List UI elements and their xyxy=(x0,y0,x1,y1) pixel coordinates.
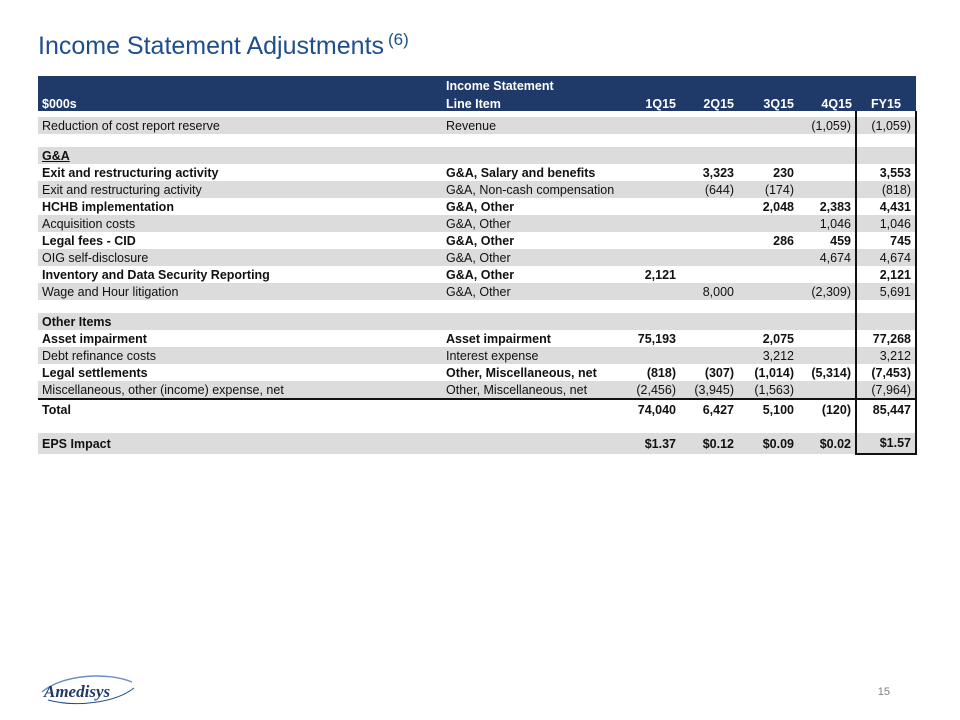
cell-3q15 xyxy=(738,117,798,134)
col-header: 4Q15 xyxy=(798,93,856,111)
row-label: Miscellaneous, other (income) expense, net xyxy=(38,381,442,399)
total-label: Total xyxy=(38,399,442,420)
section-label: G&A xyxy=(38,147,442,164)
cell-fy15: 4,674 xyxy=(856,249,916,266)
cell-2q15 xyxy=(680,266,738,283)
cell-3q15: 286 xyxy=(773,233,794,248)
section-header-row xyxy=(38,147,916,164)
table-row xyxy=(38,232,916,249)
total-fy15: 85,447 xyxy=(856,399,916,420)
cell-1q15 xyxy=(620,164,680,181)
cell-1q15: 75,193 xyxy=(637,331,676,346)
cell-4q15: (1,059) xyxy=(798,117,856,134)
cell-3q15 xyxy=(738,215,798,232)
cell-3q15: (174) xyxy=(738,181,798,198)
cell-1q15 xyxy=(620,198,680,215)
cell-1q15 xyxy=(620,181,680,198)
row-line-item: Interest expense xyxy=(442,347,620,364)
row-line-item: G&A, Salary and benefits xyxy=(446,165,596,180)
cell-2q15: 3,323 xyxy=(702,165,734,180)
cell-4q15: 2,383 xyxy=(819,199,851,214)
section-label: Other Items xyxy=(38,313,442,330)
row-line-item: G&A, Other xyxy=(446,267,515,282)
cell-2q15: 8,000 xyxy=(680,283,738,300)
adjustments-table xyxy=(38,76,917,455)
page-title xyxy=(38,30,409,61)
cell-3q15: (1,563) xyxy=(738,381,798,399)
title-footnote: (6) xyxy=(388,30,409,49)
cell-1q15: 2,121 xyxy=(644,267,676,282)
row-label: Exit and restructuring activity xyxy=(42,165,219,180)
cell-3q15 xyxy=(738,266,798,283)
cell-1q15 xyxy=(620,215,680,232)
table-row xyxy=(38,117,916,134)
cell-4q15 xyxy=(798,347,856,364)
total-4q15: (120) xyxy=(798,399,856,420)
row-line-item: G&A, Other xyxy=(446,233,515,248)
cell-4q15 xyxy=(798,181,856,198)
row-label: Asset impairment xyxy=(42,331,147,346)
row-label: HCHB implementation xyxy=(42,199,174,214)
cell-1q15 xyxy=(620,232,680,249)
cell-2q15 xyxy=(680,330,738,347)
table-row xyxy=(38,198,916,215)
cell-1q15 xyxy=(620,249,680,266)
table-row xyxy=(38,330,916,347)
table-row xyxy=(38,364,916,381)
row-line-item: Other, Miscellaneous, net xyxy=(442,381,620,399)
cell-1q15: (2,456) xyxy=(620,381,680,399)
row-label: Legal settlements xyxy=(42,365,148,380)
table-row xyxy=(38,181,916,198)
cell-4q15: 4,674 xyxy=(798,249,856,266)
cell-3q15: 2,048 xyxy=(762,199,794,214)
cell-4q15 xyxy=(798,266,856,283)
row-label: Wage and Hour litigation xyxy=(38,283,442,300)
eps-2q15: $0.12 xyxy=(680,433,738,454)
cell-1q15 xyxy=(620,117,680,134)
header-unit: $000s xyxy=(38,93,442,111)
cell-2q15 xyxy=(680,215,738,232)
cell-fy15: 3,212 xyxy=(856,347,916,364)
cell-3q15: 230 xyxy=(773,165,794,180)
col-header: 1Q15 xyxy=(620,93,680,111)
cell-fy15: 3,553 xyxy=(856,164,916,181)
cell-fy15: 4,431 xyxy=(856,198,916,215)
cell-2q15: (307) xyxy=(704,365,734,380)
row-line-item: G&A, Other xyxy=(442,283,620,300)
row-line-item: G&A, Other xyxy=(442,249,620,266)
row-label: OIG self-disclosure xyxy=(38,249,442,266)
cell-fy15: (7,964) xyxy=(856,381,916,399)
row-line-item: G&A, Non-cash compensation xyxy=(442,181,620,198)
cell-fy15: 1,046 xyxy=(856,215,916,232)
cell-fy15: (1,059) xyxy=(856,117,916,134)
cell-2q15: (3,945) xyxy=(680,381,738,399)
cell-4q15: 1,046 xyxy=(798,215,856,232)
cell-1q15: (818) xyxy=(646,365,676,380)
cell-2q15 xyxy=(680,232,738,249)
cell-fy15: (7,453) xyxy=(856,364,916,381)
eps-3q15: $0.09 xyxy=(738,433,798,454)
logo-wordmark: Amedisys xyxy=(44,682,111,701)
total-1q15: 74,040 xyxy=(620,399,680,420)
row-line-item: Asset impairment xyxy=(446,331,551,346)
table-row xyxy=(38,347,916,364)
cell-1q15 xyxy=(620,283,680,300)
eps-4q15: $0.02 xyxy=(798,433,856,454)
cell-4q15: (5,314) xyxy=(811,365,851,380)
cell-1q15 xyxy=(620,347,680,364)
table-row xyxy=(38,283,916,300)
cell-3q15: (1,014) xyxy=(754,365,794,380)
row-label: Legal fees - CID xyxy=(42,233,136,248)
col-header: FY15 xyxy=(856,93,916,111)
cell-4q15 xyxy=(798,330,856,347)
row-label: Debt refinance costs xyxy=(38,347,442,364)
header-blank xyxy=(38,76,442,93)
total-3q15: 5,100 xyxy=(738,399,798,420)
cell-4q15: (2,309) xyxy=(798,283,856,300)
cell-fy15: 2,121 xyxy=(856,266,916,283)
eps-1q15: $1.37 xyxy=(620,433,680,454)
cell-4q15: 459 xyxy=(830,233,851,248)
table-row xyxy=(38,164,916,181)
cell-fy15: 77,268 xyxy=(856,330,916,347)
cell-fy15: (818) xyxy=(856,181,916,198)
cell-2q15 xyxy=(680,117,738,134)
cell-2q15 xyxy=(680,347,738,364)
eps-row xyxy=(38,433,916,454)
cell-2q15 xyxy=(680,249,738,266)
cell-2q15: (644) xyxy=(680,181,738,198)
table-row xyxy=(38,249,916,266)
row-line-item: G&A, Other xyxy=(446,199,515,214)
col-header: 2Q15 xyxy=(680,93,738,111)
row-line-item: Revenue xyxy=(442,117,620,134)
cell-3q15: 2,075 xyxy=(762,331,794,346)
row-line-item: G&A, Other xyxy=(442,215,620,232)
cell-2q15 xyxy=(680,198,738,215)
eps-label: EPS Impact xyxy=(38,433,442,454)
cell-fy15: 745 xyxy=(856,232,916,249)
cell-4q15 xyxy=(798,164,856,181)
cell-fy15: 5,691 xyxy=(856,283,916,300)
header-income-statement: Income Statement xyxy=(442,76,620,93)
row-line-item: Other, Miscellaneous, net xyxy=(446,365,597,380)
row-label: Inventory and Data Security Reporting xyxy=(42,267,270,282)
col-header: 3Q15 xyxy=(738,93,798,111)
table-row xyxy=(38,215,916,232)
total-row xyxy=(38,399,916,420)
row-label: Acquisition costs xyxy=(38,215,442,232)
row-label: Exit and restructuring activity xyxy=(38,181,442,198)
amedisys-logo xyxy=(38,670,138,710)
total-2q15: 6,427 xyxy=(680,399,738,420)
cell-4q15 xyxy=(798,381,856,399)
eps-fy15: $1.57 xyxy=(856,433,916,454)
row-label: Reduction of cost report reserve xyxy=(38,117,442,134)
cell-3q15: 3,212 xyxy=(738,347,798,364)
table-row xyxy=(38,381,916,399)
cell-3q15 xyxy=(738,283,798,300)
page-number: 15 xyxy=(877,686,890,698)
section-header-row xyxy=(38,313,916,330)
title-text: Income Statement Adjustments xyxy=(38,32,385,60)
table-row xyxy=(38,266,916,283)
header-line-item: Line Item xyxy=(442,93,620,111)
cell-3q15 xyxy=(738,249,798,266)
